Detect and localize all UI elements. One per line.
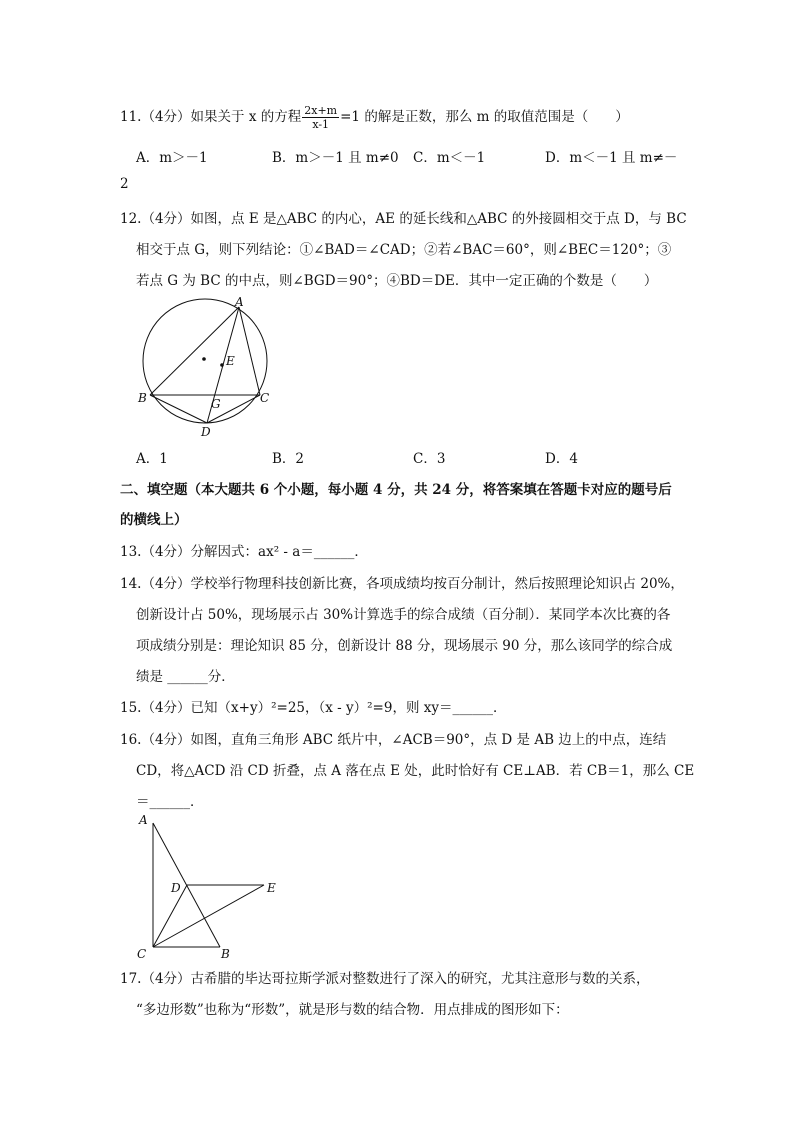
circle-center-dot	[202, 357, 206, 361]
q12-option-c: C．3	[413, 451, 446, 467]
q16-line-2: CD，将△ACD 沿 CD 折叠，点 A 落在点 E 处，此时恰好有 CE⊥AB．若 CB＝1，那么 CE	[136, 763, 695, 779]
q11-text-post: =1 的解是正数，那么 m 的取值范围是（ ）	[340, 109, 629, 125]
segment-bd	[150, 395, 207, 423]
label-e: E	[226, 354, 235, 368]
q12-line-1: 12.（4分）如图，点 E 是△ABC 的内心，AE 的延长线和△ABC 的外接圆相交于点 D，与 BC	[120, 211, 687, 227]
q17-line-2: “多边形数”也称为“形数”，就是形与数的结合物．用点排成的图形如下：	[136, 1002, 569, 1018]
q16-line-1: 16.（4分）如图，直角三角形 ABC 纸片中，∠ACB＝90°，点 D 是 AB 边上的中点，连结	[120, 732, 667, 748]
label-c: C	[260, 391, 270, 405]
label-d: D	[201, 425, 211, 439]
q16-line-3: ＝______．	[136, 794, 204, 810]
q17-line-1: 17.（4分）古希腊的毕达哥拉斯学派对整数进行了深入的研究，尤其注意形与数的关系，	[120, 971, 650, 987]
q14-line-1: 14.（4分）学校举行物理科技创新比赛，各项成绩均按百分制计，然后按照理论知识占 20%，	[120, 576, 684, 592]
label-d: D	[171, 881, 181, 895]
label-g: G	[211, 397, 221, 411]
section2-heading-2: 的横线上）	[120, 512, 188, 528]
q12-option-d: D．4	[545, 451, 578, 467]
q11-stem	[120, 104, 629, 131]
q11-text-pre: 11.（4分）如果关于 x 的方程	[120, 109, 302, 125]
q11-frac-num: 2x+m	[304, 104, 338, 117]
q11-option-c: C．m＜－1	[413, 150, 486, 166]
q12-line-3: 若点 G 为 BC 的中点，则∠BGD＝90°；④BD＝DE．其中一定正确的个数是（ ）	[136, 273, 658, 289]
label-b: B	[138, 391, 147, 405]
q15-stem: 15.（4分）已知（x+y）²=25，（x - y）²=9，则 xy＝______．	[120, 700, 507, 716]
q14-line-4: 绩是 ______分．	[136, 669, 235, 685]
label-e: E	[267, 881, 276, 895]
q11-option-d-wrap: 2	[120, 176, 129, 192]
section2-heading-1: 二、填空题（本大题共 6 个小题，每小题 4 分，共 24 分，将答案填在答题卡对应的题号后	[120, 482, 672, 498]
q16-triangle-figure	[132, 810, 292, 962]
q11-fraction	[302, 104, 339, 131]
q12-option-b: B．2	[272, 451, 305, 467]
q11-frac-den: x-1	[312, 118, 330, 131]
q14-line-2: 创新设计占 50%，现场展示占 30%计算选手的综合成绩（百分制）．某同学本次比赛的各	[136, 607, 671, 623]
label-a: A	[235, 295, 244, 309]
label-c: C	[137, 947, 147, 961]
segment-ac	[239, 307, 260, 395]
q14-line-3: 项成绩分别是：理论知识 85 分，创新设计 88 分，现场展示 90 分，那么该同学的综合成	[136, 638, 673, 654]
q11-option-b: B．m＞－1 且 m≠0	[272, 150, 399, 166]
incenter-dot	[220, 363, 224, 367]
label-a: A	[139, 813, 148, 827]
q12-line-2: 相交于点 G，则下列结论：①∠BAD＝∠CAD；②若∠BAC＝60°，则∠BEC＝120°；③	[136, 242, 672, 258]
q12-circle-figure	[136, 295, 286, 440]
q13-stem: 13.（4分）分解因式：ax² - a＝______．	[120, 544, 368, 560]
segment-ab	[150, 307, 239, 395]
circumcircle	[143, 299, 270, 423]
q11-option-a: A．m＞－1	[136, 150, 208, 166]
label-b: B	[221, 947, 230, 961]
q12-option-a: A．1	[136, 451, 168, 467]
q11-option-d: D．m＜－1 且 m≠－	[545, 150, 678, 166]
